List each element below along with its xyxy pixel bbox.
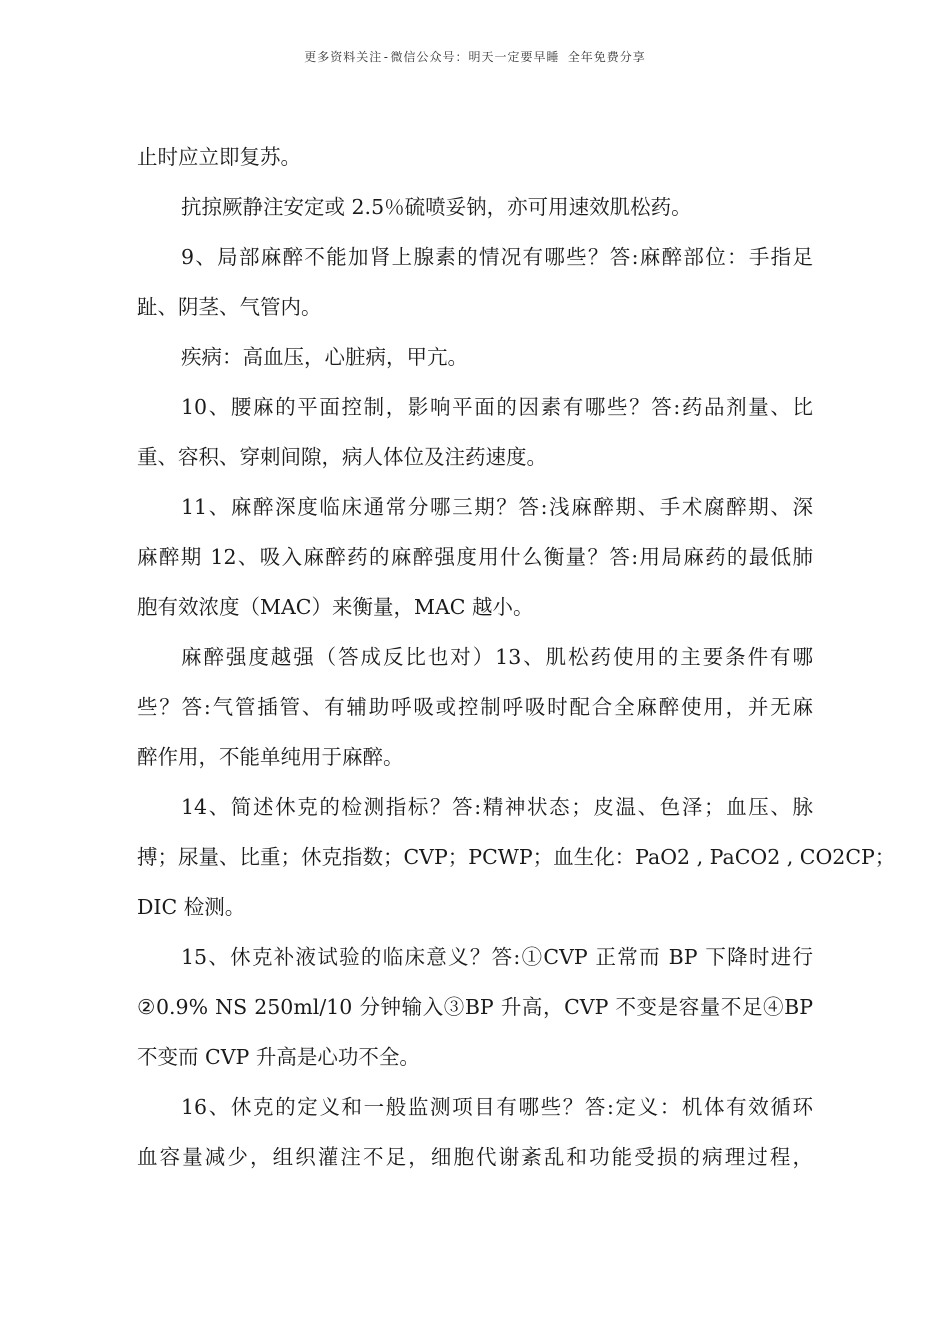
text-line: 16、休克的定义和一般监测项目有哪些？答:定义：机体有效循环 xyxy=(181,1095,813,1119)
text-line: 14、简述休克的检测指标？答:精神状态；皮温、色泽；血压、脉 xyxy=(181,795,813,819)
text-line: 血容量减少，组织灌注不足，细胞代谢紊乱和功能受损的病理过程， xyxy=(137,1145,813,1169)
text-line: 重、容积、穿刺间隙，病人体位及注药速度。 xyxy=(137,445,547,469)
text-line: 10、腰麻的平面控制，影响平面的因素有哪些？答:药品剂量、比 xyxy=(181,395,813,419)
text-line: 不变而 CVP 升高是心功不全。 xyxy=(137,1045,420,1069)
text-line: DIC 检测。 xyxy=(137,895,246,919)
text-line: 麻醉期 12、吸入麻醉药的麻醉强度用什么衡量？答:用局麻药的最低肺 xyxy=(137,545,813,569)
text-line: 止时应立即复苏。 xyxy=(137,145,301,169)
text-line: 胞有效浓度（MAC）来衡量，MAC 越小。 xyxy=(137,595,534,619)
text-line: 些？答:气管插管、有辅助呼吸或控制呼吸时配合全麻醉使用，并无麻 xyxy=(137,695,813,719)
text-line: 抗掠厥静注安定或 2.5％硫喷妥钠，亦可用速效肌松药。 xyxy=(181,195,692,219)
text-line: 醉作用，不能单纯用于麻醉。 xyxy=(137,745,404,769)
text-line: 15、休克补液试验的临床意义？答:①CVP 正常而 BP 下降时进行 xyxy=(181,945,813,969)
text-line: 麻醉强度越强（答成反比也对）13、肌松药使用的主要条件有哪 xyxy=(181,645,813,669)
text-line: ②0.9% NS 250ml/10 分钟输入③BP 升高，CVP 不变是容量不足④BP xyxy=(137,995,813,1019)
text-line: 11、麻醉深度临床通常分哪三期？答:浅麻醉期、手术腐醉期、深 xyxy=(181,495,813,519)
page-header: 更多资料关注-微信公众号：明天一定要早睡 全年免费分享 xyxy=(304,50,646,64)
text-line: 搏；尿量、比重；休克指数；CVP；PCWP；血生化：PaO2 , PaCO2 , CO2CP； xyxy=(137,845,896,869)
document-body xyxy=(137,132,896,1182)
text-line: 趾、阴茎、气管内。 xyxy=(137,295,322,319)
text-line: 疾病：高血压，心脏病，甲亢。 xyxy=(181,345,468,369)
text-line: 9、局部麻醉不能加肾上腺素的情况有哪些？答:麻醉部位：手指足 xyxy=(181,245,813,269)
